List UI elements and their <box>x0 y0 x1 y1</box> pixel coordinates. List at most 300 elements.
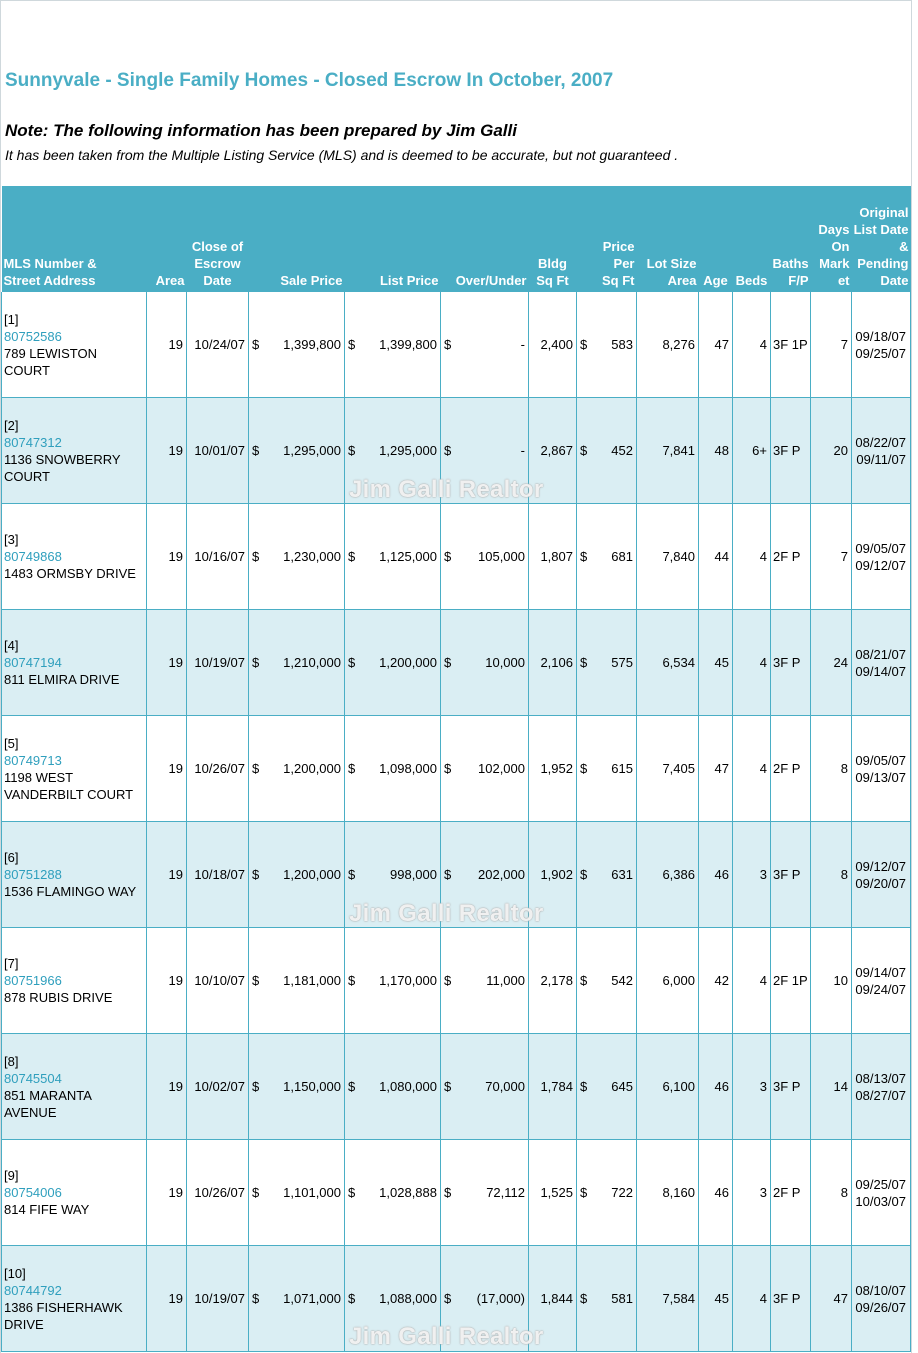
over-under-cell <box>441 504 529 610</box>
days-on-market-cell-value: 10 <box>833 973 848 988</box>
list-price-cell-value: 1,088,000 <box>379 1291 437 1306</box>
col-header-price-per-sqft <box>577 186 637 292</box>
lot-size-cell <box>637 1034 699 1140</box>
age-cell <box>699 1140 733 1246</box>
list-price-cell-value: 1,295,000 <box>379 443 437 458</box>
listing-cell <box>2 928 147 1034</box>
row-index: [6] <box>4 850 19 865</box>
currency-symbol: $ <box>444 443 452 458</box>
list-pending-dates-cell <box>852 1034 911 1140</box>
baths-cell-value: 3F P <box>773 867 801 882</box>
listing-cell <box>2 822 147 928</box>
beds-cell <box>733 292 771 398</box>
table-row <box>2 292 911 398</box>
price-per-sqft-cell-value: 583 <box>611 337 633 352</box>
sale-price-cell-value: 1,150,000 <box>283 1079 341 1094</box>
listing-cell <box>2 1246 147 1352</box>
street-address: 1483 ORMSBY DRIVE <box>4 566 136 581</box>
baths-cell-value: 3F P <box>773 1079 801 1094</box>
lot-size-cell <box>637 504 699 610</box>
mls-disclaimer: It has been taken from the Multiple Listing Service (MLS) and is deemed to be accurate, but not guaranteed . <box>5 147 679 163</box>
listing-cell <box>2 398 147 504</box>
row-index: [1] <box>4 311 19 327</box>
price-per-sqft-cell <box>577 504 637 610</box>
sale-price-cell <box>249 292 345 398</box>
lot-size-cell <box>637 1140 699 1246</box>
original-list-date: 08/13/07 <box>855 1070 906 1086</box>
table-row <box>2 928 911 1034</box>
age-cell-value: 47 <box>714 761 729 776</box>
original-list-date: 09/05/07 <box>855 752 906 768</box>
sale-price-cell-value: 1,295,000 <box>283 443 341 458</box>
lot-size-cell <box>637 822 699 928</box>
list-pending-dates-cell <box>852 1140 911 1246</box>
baths-cell <box>771 610 811 716</box>
area-cell-value: 19 <box>168 867 183 882</box>
sale-price-cell-value: 1,210,000 <box>283 655 341 670</box>
age-cell <box>699 504 733 610</box>
currency-symbol: $ <box>252 761 260 776</box>
beds-cell-value: 6+ <box>752 443 767 458</box>
days-on-market-cell <box>811 928 852 1034</box>
lot-size-cell-value: 8,276 <box>662 337 695 352</box>
age-cell-value: 46 <box>714 1185 729 1200</box>
header-line: Area <box>667 273 697 288</box>
pending-date: 09/25/07 <box>855 345 906 361</box>
over-under-cell-value: 202,000 <box>478 867 525 882</box>
header-line: Per <box>613 256 635 271</box>
row-index: [8] <box>4 1053 19 1069</box>
price-per-sqft-cell <box>577 1246 637 1352</box>
close-date-cell-value: 10/19/07 <box>194 655 245 670</box>
listing-cell <box>2 1034 147 1140</box>
col-header-list-pending-date <box>852 186 911 292</box>
beds-cell <box>733 1246 771 1352</box>
over-under-cell <box>441 716 529 822</box>
price-per-sqft-cell-value: 615 <box>611 761 633 776</box>
col-header-bldg-sqft <box>529 186 577 292</box>
area-cell <box>147 398 187 504</box>
baths-cell-value: 2F P <box>773 1185 801 1200</box>
bldg-sqft-cell-value: 2,178 <box>540 973 573 988</box>
bldg-sqft-cell <box>529 1034 577 1140</box>
days-on-market-cell-value: 20 <box>833 443 848 458</box>
table-header-row <box>2 186 911 292</box>
area-cell <box>147 928 187 1034</box>
beds-cell <box>733 716 771 822</box>
days-on-market-cell <box>811 822 852 928</box>
currency-symbol: $ <box>444 337 452 352</box>
header-line: List Date <box>853 222 909 237</box>
over-under-cell-value: 102,000 <box>478 761 525 776</box>
close-date-cell-value: 10/16/07 <box>194 549 245 564</box>
pending-date: 09/13/07 <box>855 769 906 785</box>
sale-price-cell <box>249 716 345 822</box>
beds-cell <box>733 504 771 610</box>
sale-price-cell-value: 1,101,000 <box>283 1185 341 1200</box>
mls-number-link[interactable]: 80749713 <box>4 752 62 768</box>
pending-date: 09/12/07 <box>855 557 906 573</box>
price-per-sqft-cell-value: 575 <box>611 655 633 670</box>
listing-cell <box>2 504 147 610</box>
price-per-sqft-cell-value: 452 <box>611 443 633 458</box>
sale-price-cell <box>249 822 345 928</box>
area-cell <box>147 716 187 822</box>
header-line: Lot Size <box>646 256 697 271</box>
over-under-cell-value: - <box>520 337 525 352</box>
bldg-sqft-cell-value: 2,400 <box>540 337 573 352</box>
currency-symbol: $ <box>580 549 588 564</box>
age-cell-value: 47 <box>714 337 729 352</box>
header-line: Days <box>818 222 850 237</box>
list-price-cell <box>345 1140 441 1246</box>
currency-symbol: $ <box>252 1185 260 1200</box>
over-under-cell-value: 10,000 <box>485 655 525 670</box>
lot-size-cell-value: 6,000 <box>662 973 695 988</box>
currency-symbol: $ <box>252 973 260 988</box>
list-price-cell-value: 1,200,000 <box>379 655 437 670</box>
header-line: Baths <box>772 256 809 271</box>
beds-cell-value: 3 <box>759 1185 767 1200</box>
currency-symbol: $ <box>580 761 588 776</box>
header-line: & <box>899 239 909 254</box>
sale-price-cell-value: 1,399,800 <box>283 337 341 352</box>
over-under-cell <box>441 610 529 716</box>
lot-size-cell <box>637 928 699 1034</box>
age-cell-value: 45 <box>714 1291 729 1306</box>
area-cell <box>147 504 187 610</box>
area-cell-value: 19 <box>168 1185 183 1200</box>
days-on-market-cell <box>811 398 852 504</box>
age-cell <box>699 928 733 1034</box>
price-per-sqft-cell-value: 722 <box>611 1185 633 1200</box>
sale-price-cell-value: 1,200,000 <box>283 867 341 882</box>
mls-number-link[interactable]: 80752586 <box>4 328 62 344</box>
age-cell <box>699 610 733 716</box>
mls-number-link[interactable]: 80744792 <box>4 1282 62 1298</box>
header-line: Sq Ft <box>602 273 635 288</box>
currency-symbol: $ <box>580 867 588 882</box>
list-price-cell <box>345 504 441 610</box>
beds-cell <box>733 1140 771 1246</box>
days-on-market-cell <box>811 1246 852 1352</box>
age-cell-value: 42 <box>714 973 729 988</box>
close-date-cell-value: 10/10/07 <box>194 973 245 988</box>
currency-symbol: $ <box>348 761 356 776</box>
baths-cell-value: 3F 1P <box>773 337 808 352</box>
street-address: 789 LEWISTON COURT <box>4 345 97 378</box>
price-per-sqft-cell <box>577 716 637 822</box>
header-line: F/P <box>788 273 809 288</box>
bldg-sqft-cell-value: 1,784 <box>540 1079 573 1094</box>
close-date-cell-value: 10/19/07 <box>194 1291 245 1306</box>
mls-number-link[interactable]: 80751288 <box>4 867 62 882</box>
currency-symbol: $ <box>252 1291 260 1306</box>
age-cell <box>699 398 733 504</box>
mls-number-link[interactable]: 80747312 <box>4 434 62 450</box>
beds-cell-value: 3 <box>759 1079 767 1094</box>
over-under-cell-value: - <box>520 443 525 458</box>
row-index: [7] <box>4 956 19 971</box>
lot-size-cell <box>637 398 699 504</box>
mls-number-link[interactable]: 80749868 <box>4 549 62 564</box>
over-under-cell <box>441 292 529 398</box>
area-cell-value: 19 <box>168 337 183 352</box>
currency-symbol: $ <box>348 443 356 458</box>
currency-symbol: $ <box>348 1079 356 1094</box>
currency-symbol: $ <box>252 867 260 882</box>
original-list-date: 09/18/07 <box>855 328 906 344</box>
list-price-cell <box>345 610 441 716</box>
currency-symbol: $ <box>348 655 356 670</box>
sale-price-cell-value: 1,230,000 <box>283 549 341 564</box>
mls-number-link[interactable]: 80754006 <box>4 1185 62 1200</box>
sale-price-cell <box>249 1034 345 1140</box>
currency-symbol: $ <box>252 655 260 670</box>
lot-size-cell <box>637 292 699 398</box>
over-under-cell <box>441 928 529 1034</box>
days-on-market-cell-value: 7 <box>840 549 848 564</box>
age-cell <box>699 716 733 822</box>
baths-cell <box>771 928 811 1034</box>
days-on-market-cell-value: 47 <box>833 1291 848 1306</box>
close-date-cell <box>187 716 249 822</box>
days-on-market-cell <box>811 610 852 716</box>
beds-cell-value: 3 <box>759 867 767 882</box>
sale-price-cell-value: 1,071,000 <box>283 1291 341 1306</box>
age-cell <box>699 1034 733 1140</box>
sale-price-cell <box>249 398 345 504</box>
baths-cell-value: 3F P <box>773 655 801 670</box>
sale-price-cell-value: 1,200,000 <box>283 761 341 776</box>
days-on-market-cell <box>811 1034 852 1140</box>
list-price-cell-value: 1,080,000 <box>379 1079 437 1094</box>
list-pending-dates-cell <box>852 822 911 928</box>
pending-date: 10/03/07 <box>855 1193 906 1209</box>
price-per-sqft-cell-value: 542 <box>611 973 633 988</box>
bldg-sqft-cell-value: 2,106 <box>540 655 573 670</box>
lot-size-cell-value: 6,386 <box>662 867 695 882</box>
area-cell-value: 19 <box>168 973 183 988</box>
beds-cell-value: 4 <box>759 761 767 776</box>
col-header-close-date <box>187 186 249 292</box>
bldg-sqft-cell <box>529 292 577 398</box>
row-index: [5] <box>4 735 19 751</box>
list-pending-dates-cell <box>852 292 911 398</box>
over-under-cell-value: 11,000 <box>486 973 525 988</box>
header-line: Beds <box>735 273 768 288</box>
header-line: List Price <box>379 273 439 288</box>
close-date-cell-value: 10/26/07 <box>194 761 245 776</box>
street-address: 814 FIFE WAY <box>4 1202 90 1217</box>
list-pending-dates-cell <box>852 504 911 610</box>
price-per-sqft-cell <box>577 928 637 1034</box>
area-cell-value: 19 <box>168 443 183 458</box>
baths-cell <box>771 292 811 398</box>
days-on-market-cell-value: 14 <box>833 1079 848 1094</box>
baths-cell <box>771 716 811 822</box>
col-header-over-under <box>441 186 529 292</box>
bldg-sqft-cell-value: 1,844 <box>540 1291 573 1306</box>
baths-cell <box>771 504 811 610</box>
currency-symbol: $ <box>348 549 356 564</box>
beds-cell-value: 4 <box>759 549 767 564</box>
street-address: 1136 SNOWBERRY COURT <box>4 451 121 484</box>
lot-size-cell-value: 7,405 <box>662 761 695 776</box>
row-index: [10] <box>4 1265 26 1281</box>
sale-price-cell <box>249 1246 345 1352</box>
list-price-cell-value: 1,170,000 <box>379 973 437 988</box>
over-under-cell-value: (17,000) <box>476 1291 525 1306</box>
lot-size-cell <box>637 610 699 716</box>
currency-symbol: $ <box>348 337 356 352</box>
close-date-cell <box>187 822 249 928</box>
age-cell <box>699 1246 733 1352</box>
bldg-sqft-cell-value: 1,952 <box>540 761 573 776</box>
age-cell-value: 48 <box>714 443 729 458</box>
area-cell <box>147 1246 187 1352</box>
age-cell-value: 46 <box>714 867 729 882</box>
price-per-sqft-cell <box>577 1140 637 1246</box>
currency-symbol: $ <box>580 973 588 988</box>
price-per-sqft-cell-value: 581 <box>611 1291 633 1306</box>
header-line: Area <box>155 273 185 288</box>
table-row <box>2 504 911 610</box>
watermark: Jim Galli Realtor <box>349 900 544 927</box>
close-date-cell-value: 10/02/07 <box>194 1079 245 1094</box>
area-cell-value: 19 <box>168 761 183 776</box>
days-on-market-cell <box>811 716 852 822</box>
baths-cell <box>771 1034 811 1140</box>
street-address: 851 MARANTA AVENUE <box>4 1087 92 1120</box>
days-on-market-cell-value: 8 <box>840 867 848 882</box>
list-pending-dates-cell <box>852 610 911 716</box>
pending-date: 08/27/07 <box>855 1087 906 1103</box>
days-on-market-cell-value: 7 <box>840 337 848 352</box>
lot-size-cell-value: 7,841 <box>662 443 695 458</box>
baths-cell-value: 3F P <box>773 443 801 458</box>
list-pending-dates-cell <box>852 398 911 504</box>
listing-cell <box>2 716 147 822</box>
mls-number-link[interactable]: 80751966 <box>4 973 62 988</box>
list-price-cell-value: 1,098,000 <box>379 761 437 776</box>
bldg-sqft-cell <box>529 1140 577 1246</box>
baths-cell-value: 3F P <box>773 1291 801 1306</box>
list-pending-dates-cell <box>852 928 911 1034</box>
lot-size-cell-value: 6,100 <box>662 1079 695 1094</box>
close-date-cell-value: 10/18/07 <box>194 867 245 882</box>
list-price-cell <box>345 292 441 398</box>
baths-cell <box>771 398 811 504</box>
row-index: [3] <box>4 532 19 547</box>
col-header-list-price <box>345 186 441 292</box>
close-date-cell-value: 10/26/07 <box>194 1185 245 1200</box>
lot-size-cell-value: 7,584 <box>662 1291 695 1306</box>
currency-symbol: $ <box>444 1185 452 1200</box>
header-line: Sq Ft <box>536 273 569 288</box>
sale-price-cell <box>249 504 345 610</box>
area-cell <box>147 1034 187 1140</box>
age-cell-value: 45 <box>714 655 729 670</box>
street-address: 878 RUBIS DRIVE <box>4 990 113 1005</box>
currency-symbol: $ <box>580 337 588 352</box>
close-date-cell <box>187 1034 249 1140</box>
watermark: Jim Galli Realtor <box>349 1323 544 1350</box>
close-date-cell <box>187 928 249 1034</box>
header-line: Date <box>880 273 909 288</box>
watermark: Jim Galli Realtor <box>349 476 544 503</box>
currency-symbol: $ <box>580 1185 588 1200</box>
street-address: 1198 WEST VANDERBILT COURT <box>4 769 134 802</box>
lot-size-cell <box>637 716 699 822</box>
days-on-market-cell-value: 8 <box>840 761 848 776</box>
original-list-date: 09/05/07 <box>855 540 906 556</box>
bldg-sqft-cell <box>529 928 577 1034</box>
currency-symbol: $ <box>444 973 452 988</box>
col-header-days-on-market <box>811 186 852 292</box>
currency-symbol: $ <box>252 1079 260 1094</box>
close-date-cell <box>187 1140 249 1246</box>
row-index: [9] <box>4 1168 19 1183</box>
price-per-sqft-cell <box>577 292 637 398</box>
baths-cell <box>771 1140 811 1246</box>
list-price-cell <box>345 716 441 822</box>
price-per-sqft-cell-value: 631 <box>611 867 633 882</box>
pending-date: 09/24/07 <box>855 981 906 997</box>
header-line: Escrow <box>194 256 241 271</box>
list-price-cell <box>345 928 441 1034</box>
age-cell-value: 46 <box>714 1079 729 1094</box>
area-cell <box>147 1140 187 1246</box>
original-list-date: 09/25/07 <box>855 1176 906 1192</box>
mls-number-link[interactable]: 80745504 <box>4 1070 62 1086</box>
table-row <box>2 610 911 716</box>
beds-cell <box>733 822 771 928</box>
prepared-by-note: Note: The following information has been prepared by Jim Galli <box>5 121 517 140</box>
listing-cell <box>2 1140 147 1246</box>
days-on-market-cell-value: 24 <box>833 655 848 670</box>
price-per-sqft-cell <box>577 822 637 928</box>
days-on-market-cell <box>811 504 852 610</box>
street-address: 1536 FLAMINGO WAY <box>4 884 137 899</box>
price-per-sqft-cell-value: 645 <box>611 1079 633 1094</box>
col-header-sale-price <box>249 186 345 292</box>
original-list-date: 09/12/07 <box>855 858 906 874</box>
header-line: Sale Price <box>280 273 343 288</box>
area-cell-value: 19 <box>168 1079 183 1094</box>
listing-cell <box>2 610 147 716</box>
days-on-market-cell <box>811 292 852 398</box>
currency-symbol: $ <box>580 1291 588 1306</box>
close-date-cell <box>187 1246 249 1352</box>
bldg-sqft-cell <box>529 716 577 822</box>
currency-symbol: $ <box>252 443 260 458</box>
currency-symbol: $ <box>444 549 452 564</box>
baths-cell <box>771 1246 811 1352</box>
header-line: Original <box>859 205 909 220</box>
beds-cell-value: 4 <box>759 973 767 988</box>
original-list-date: 08/22/07 <box>855 434 906 450</box>
age-cell <box>699 822 733 928</box>
header-line: Over/Under <box>455 273 527 288</box>
table-row <box>2 1034 911 1140</box>
mls-number-link[interactable]: 80747194 <box>4 655 62 670</box>
col-header-area <box>147 186 187 292</box>
header-line: Close of <box>191 239 244 254</box>
list-price-cell <box>345 1034 441 1140</box>
col-header-beds <box>733 186 771 292</box>
col-header-baths <box>771 186 811 292</box>
